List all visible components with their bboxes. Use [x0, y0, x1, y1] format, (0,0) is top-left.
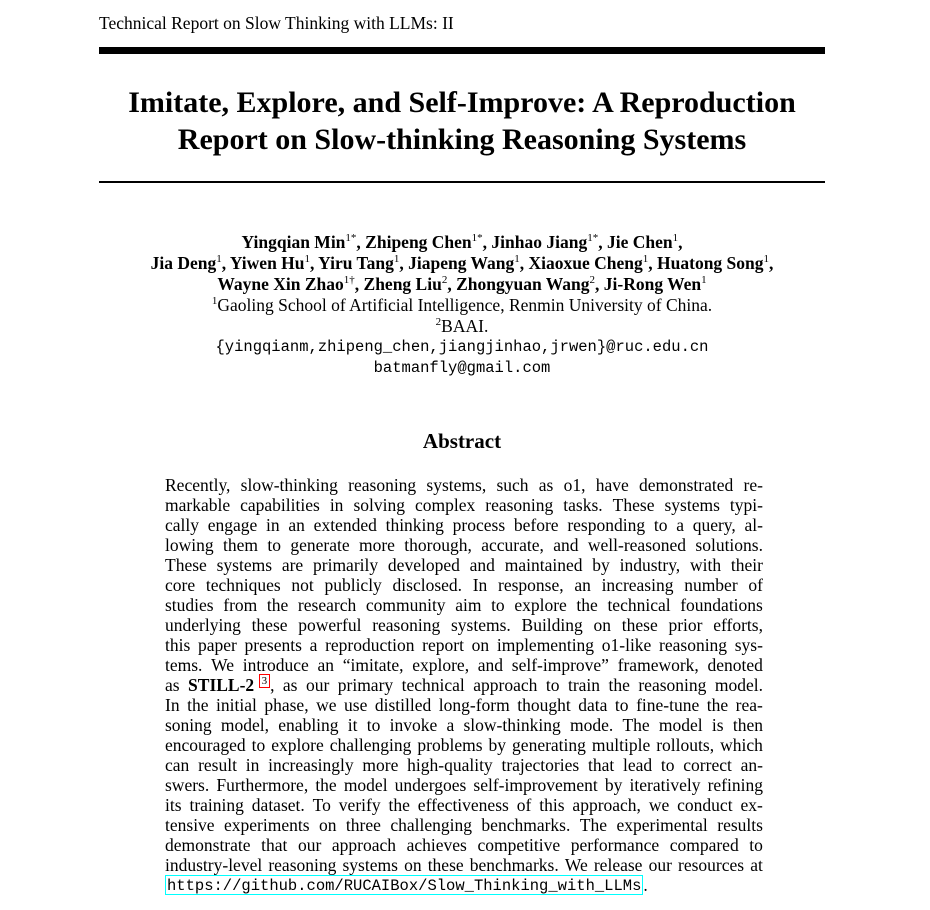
- author-affiliation-mark: 1: [304, 253, 311, 266]
- top-rule: [99, 47, 825, 54]
- author-name: Jinhao Jiang: [491, 232, 588, 252]
- author-affiliation-mark: 1: [393, 253, 400, 266]
- author-block: [99, 232, 825, 379]
- author-name: Zhongyuan Wang: [456, 274, 590, 294]
- resource-link[interactable]: https://github.com/RUCAIBox/Slow_Thinking_with_LLMs: [167, 877, 642, 895]
- author-name: Yingqian Min: [241, 232, 346, 252]
- email-line-1: {yingqianm,zhipeng_chen,jiangjinhao,jrwen}@ruc.edu.cn: [215, 338, 709, 356]
- abstract-line: core techniques not publicly disclosed. In response, an increasing number of: [165, 575, 763, 595]
- author-affiliation-mark: 1†: [343, 274, 355, 287]
- email-line-2: batmanfly@gmail.com: [373, 359, 551, 377]
- abstract-line: its training dataset. To verify the effectiveness of this approach, we conduct ex-: [165, 795, 763, 815]
- abstract-line: In the initial phase, we use distilled long-form thought data to fine-tune the rea-: [165, 695, 763, 715]
- abstract-line: Recently, slow-thinking reasoning systems, such as o1, have demonstrated re-: [165, 475, 763, 495]
- affiliation-1: $^1$Gaoling School of Artificial Intelligence, Renmin University of China.: [211, 295, 713, 315]
- abstract-line: tems. We introduce an “imitate, explore, and self-improve” framework, denoted: [165, 655, 763, 675]
- abstract-line: swers. Furthermore, the model undergoes self-improvement by iteratively refining: [165, 775, 763, 795]
- abstract-line: industry-level reasoning systems on these benchmarks. We release our resources at: [165, 855, 763, 875]
- abstract-line: can result in increasingly more high-quality trajectories that lead to correct an-: [165, 755, 763, 775]
- title-rule: [99, 181, 825, 183]
- title-line-1: Imitate, Explore, and Self-Improve: A Reproduction: [128, 86, 796, 119]
- model-name: STILL-2: [188, 675, 255, 695]
- author-name: Zhipeng Chen: [365, 232, 472, 252]
- author-affiliation-mark: 1: [763, 253, 770, 266]
- abstract-line: soning model, enabling it to invoke a slow-thinking mode. The model is then: [165, 715, 763, 735]
- abstract-line: demonstrate that our approach achieves competitive performance compared to: [165, 835, 763, 855]
- author-name: Yiru Tang: [318, 253, 394, 273]
- abstract-line: studies from the research community aim to explore the technical foundations: [165, 595, 763, 615]
- author-affiliation-mark: 1: [701, 274, 707, 287]
- paper-title: [99, 84, 825, 158]
- abstract-line: markable capabilities in solving complex reasoning tasks. These systems typi-: [165, 495, 763, 515]
- author-affiliation-mark: 2: [589, 274, 596, 287]
- author-affiliation-mark: 1*: [471, 232, 483, 245]
- author-affiliation-mark: 1*: [587, 232, 599, 245]
- abstract-line: underlying these powerful reasoning systems. Building on these prior efforts,: [165, 615, 763, 635]
- abstract-line: tensive experiments on three challenging benchmarks. The experimental results: [165, 815, 763, 835]
- abstract-line: lowing them to generate more thorough, accurate, and well-reasoned solutions.: [165, 535, 763, 555]
- author-name: Huatong Song: [657, 253, 764, 273]
- author-affiliation-mark: 1: [642, 253, 649, 266]
- author-line-2: Jia Deng$^1$, Yiwen Hu$^1$, Yiru Tang$^1$, Jiapeng Wang$^1$, Xiaoxue Cheng$^1$, Huatong Song$^1$,: [150, 253, 774, 273]
- abstract-line: cally engage in an extended thinking process before responding to a query, al-: [165, 515, 763, 535]
- author-affiliation-mark: 1: [514, 253, 520, 266]
- author-line-1: Yingqian Min$^{1*}$, Zhipeng Chen$^{1*}$, Jinhao Jiang$^{1*}$, Jie Chen$^1$,: [241, 232, 683, 252]
- author-name: Jiapeng Wang: [408, 253, 515, 273]
- affiliation-2: $^2$BAAI.: [435, 316, 489, 336]
- author-line-3: Wayne Xin Zhao$^{1\dagger}$, Zheng Liu$^2$, Zhongyuan Wang$^2$, Ji-Rong Wen$^1$: [217, 274, 707, 294]
- running-head: Technical Report on Slow Thinking with LLMs: II: [99, 13, 454, 33]
- abstract-line: These systems are primarily developed and maintained by industry, with their: [165, 555, 763, 575]
- abstract-body: [165, 475, 763, 895]
- footnote-link[interactable]: 3: [259, 674, 271, 688]
- author-affiliation-mark: 1: [672, 232, 679, 245]
- author-name: Zheng Liu: [363, 274, 442, 294]
- author-name: Jie Chen: [606, 232, 673, 252]
- abstract-line: this paper presents a reproduction report on implementing o1-like reasoning sys-: [165, 635, 763, 655]
- author-name: Yiwen Hu: [229, 253, 305, 273]
- abstract-line: as STILL-2 $^3$ , as our primary technical approach to train the reasoning model.: [165, 675, 763, 695]
- author-name: Ji-Rong Wen: [603, 274, 702, 294]
- author-name: Xiaoxue Cheng: [528, 253, 643, 273]
- author-name: Wayne Xin Zhao: [217, 274, 344, 294]
- abstract-heading: Abstract: [422, 429, 502, 453]
- abstract-line: https://github.com/RUCAIBox/Slow_Thinking_with_LLMs .: [167, 875, 648, 895]
- title-line-2: Report on Slow-thinking Reasoning Systems: [177, 123, 747, 156]
- abstract-line: encouraged to explore challenging problems by generating multiple rollouts, which: [165, 735, 763, 755]
- author-affiliation-mark: 1: [216, 253, 222, 266]
- author-affiliation-mark: 2: [441, 274, 448, 287]
- author-name: Jia Deng: [150, 253, 217, 273]
- author-affiliation-mark: 1*: [345, 232, 357, 245]
